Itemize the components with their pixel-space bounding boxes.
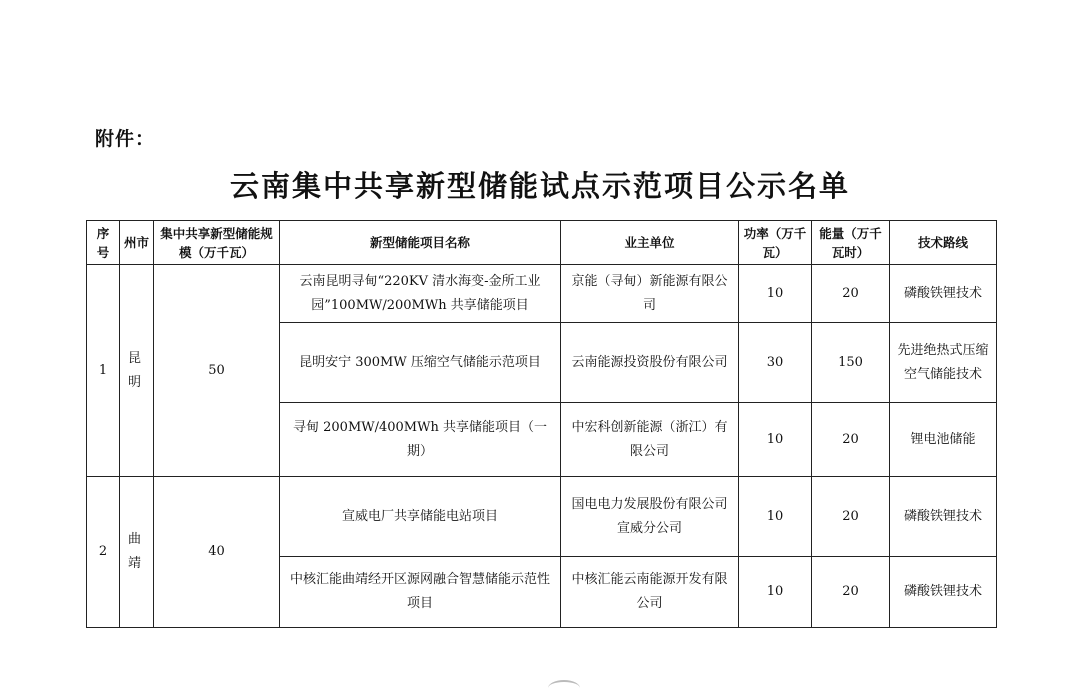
cell-tech: 磷酸铁锂技术 xyxy=(890,265,997,323)
col-header-scale: 集中共享新型储能规模（万千瓦） xyxy=(154,221,280,265)
attachment-label: 附件： xyxy=(95,128,156,150)
col-header-city: 州市 xyxy=(120,221,154,265)
col-header-no: 序号 xyxy=(87,221,120,265)
cell-owner: 国电电力发展股份有限公司宣威分公司 xyxy=(561,477,739,557)
cell-energy: 20 xyxy=(812,557,890,628)
cell-energy: 20 xyxy=(812,477,890,557)
cell-project-name: 寻甸 200MW/400MWh 共享储能项目（一期） xyxy=(280,403,561,477)
cell-city: 昆明 xyxy=(120,265,154,477)
project-table xyxy=(86,220,997,628)
cell-tech: 磷酸铁锂技术 xyxy=(890,557,997,628)
table-row xyxy=(87,265,997,323)
document-title: 云南集中共享新型储能试点示范项目公示名单 xyxy=(229,169,850,203)
cell-project-name: 宣威电厂共享储能电站项目 xyxy=(280,477,561,557)
col-header-energy: 能量（万千瓦时） xyxy=(812,221,890,265)
col-header-owner: 业主单位 xyxy=(561,221,739,265)
cell-project-name: 云南昆明寻甸“220KV 清水海变-金所工业园”100MW/200MWh 共享储能项目 xyxy=(280,265,561,323)
cell-owner: 中核汇能云南能源开发有限公司 xyxy=(561,557,739,628)
cell-tech: 锂电池储能 xyxy=(890,403,997,477)
cell-energy: 20 xyxy=(812,265,890,323)
table-row xyxy=(87,477,997,557)
col-header-project-name: 新型储能项目名称 xyxy=(280,221,561,265)
cell-city: 曲靖 xyxy=(120,477,154,628)
cell-power: 10 xyxy=(739,477,812,557)
cell-power: 10 xyxy=(739,403,812,477)
col-header-power: 功率（万千瓦） xyxy=(739,221,812,265)
col-header-tech: 技术路线 xyxy=(890,221,997,265)
table-header-row xyxy=(87,221,997,265)
cell-scale: 40 xyxy=(154,477,280,628)
cell-tech: 磷酸铁锂技术 xyxy=(890,477,997,557)
cell-tech: 先进绝热式压缩空气储能技术 xyxy=(890,323,997,403)
cell-power: 10 xyxy=(739,557,812,628)
cell-owner: 中宏科创新能源（浙江）有限公司 xyxy=(561,403,739,477)
cell-no: 1 xyxy=(87,265,120,477)
cell-project-name: 昆明安宁 300MW 压缩空气储能示范项目 xyxy=(280,323,561,403)
cell-power: 30 xyxy=(739,323,812,403)
page-edge-mark xyxy=(548,680,580,696)
cell-energy: 150 xyxy=(812,323,890,403)
cell-project-name: 中核汇能曲靖经开区源网融合智慧储能示范性项目 xyxy=(280,557,561,628)
cell-power: 10 xyxy=(739,265,812,323)
cell-energy: 20 xyxy=(812,403,890,477)
cell-owner: 云南能源投资股份有限公司 xyxy=(561,323,739,403)
cell-no: 2 xyxy=(87,477,120,628)
cell-scale: 50 xyxy=(154,265,280,477)
cell-owner: 京能（寻甸）新能源有限公司 xyxy=(561,265,739,323)
